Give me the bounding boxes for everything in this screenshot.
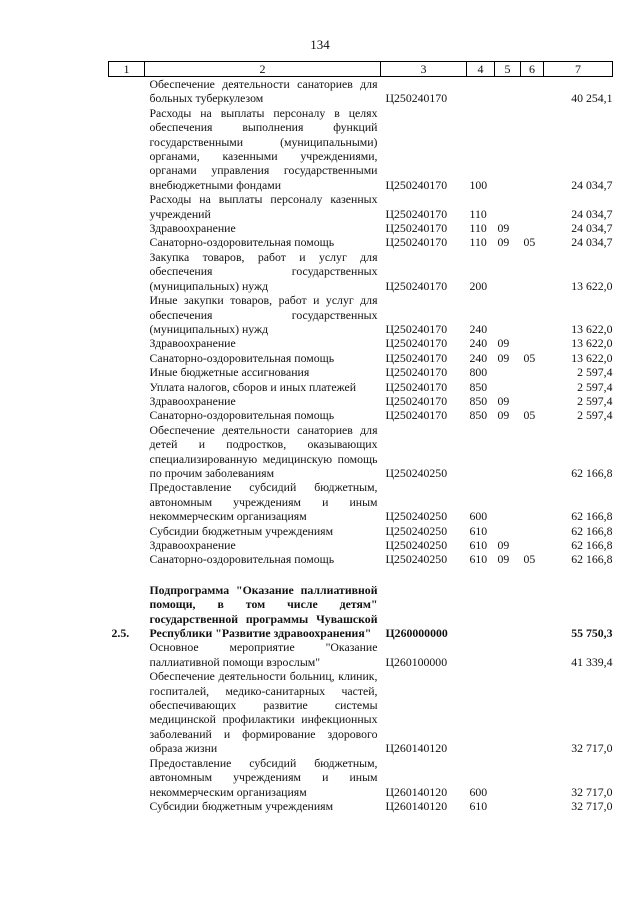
row-section: 09 xyxy=(497,408,510,423)
row-expense-type: 110 xyxy=(469,206,487,221)
row-expense-type: 610 xyxy=(469,538,488,552)
row-section: 09 xyxy=(497,336,510,351)
row-expense-type: 240 xyxy=(469,321,488,336)
row-section xyxy=(495,756,521,799)
row-number xyxy=(109,394,145,408)
table-row xyxy=(109,552,613,566)
table-body xyxy=(109,77,613,814)
row-subsection xyxy=(521,669,544,755)
row-expense-type: 600 xyxy=(469,509,488,524)
row-number xyxy=(109,380,145,394)
row-code: Ц250240170 xyxy=(385,235,448,250)
row-subsection: 05 xyxy=(523,350,536,365)
row-number xyxy=(109,250,145,293)
row-subsection xyxy=(521,380,544,394)
row-amount: 41 339,4 xyxy=(571,654,613,669)
row-amount: 24 034,7 xyxy=(571,235,613,250)
row-description: Обеспечение деятельности больниц, клиник, госпиталей, медико-санитарных частей, обеспечивающих развитие системы медицинской профилактики инфекционных заболеваний и формирование здорового образа жизни xyxy=(149,669,378,756)
column-header: 6 xyxy=(521,62,544,77)
row-subsection xyxy=(521,293,544,336)
row-number xyxy=(109,480,145,523)
row-section xyxy=(495,423,521,481)
row-code: Ц260140120 xyxy=(385,784,448,799)
row-code: Ц250240170 xyxy=(385,365,448,380)
table-row xyxy=(109,583,613,641)
row-description: Здравоохранение xyxy=(149,538,236,552)
row-subsection xyxy=(521,365,544,379)
row-description: Обеспечение деятельности санаториев для больных туберкулезом xyxy=(149,77,378,106)
row-description: Санаторно-оздоровительная помощь xyxy=(149,552,335,567)
row-subsection xyxy=(521,423,544,481)
row-amount: 62 166,8 xyxy=(571,465,613,480)
table-row xyxy=(109,640,613,669)
row-description: Иные закупки товаров, работ и услуг для обеспечения государственных (муниципальных) нужд xyxy=(149,293,378,336)
row-number xyxy=(109,538,145,552)
row-number xyxy=(109,293,145,336)
row-section: 09 xyxy=(497,221,510,236)
row-amount: 13 622,0 xyxy=(571,278,613,293)
row-amount: 2 597,4 xyxy=(577,365,613,380)
row-description: Здравоохранение xyxy=(149,336,236,351)
row-description: Уплата налогов, сборов и иных платежей xyxy=(149,379,357,394)
row-section xyxy=(495,380,521,394)
row-section xyxy=(495,524,521,538)
row-section xyxy=(495,365,521,379)
table-row xyxy=(109,77,613,106)
row-subsection xyxy=(521,640,544,669)
row-description: Обеспечение деятельности санаториев для детей и подростков, оказывающих специализированную медицинскую помощь по прочим заболеваниям xyxy=(149,422,378,480)
row-code: Ц250240170 xyxy=(385,321,448,336)
row-expense-type: 850 xyxy=(469,393,488,408)
row-subsection xyxy=(521,538,544,552)
table-row xyxy=(109,669,613,755)
row-description: Санаторно-оздоровительная помощь xyxy=(149,235,335,250)
row-expense-type: 240 xyxy=(469,350,488,365)
row-expense-type: 240 xyxy=(469,336,488,351)
row-code: Ц260000000 xyxy=(385,626,448,641)
row-expense-type: 610 xyxy=(469,523,488,538)
row-expense-type: 200 xyxy=(469,278,488,293)
row-number xyxy=(109,221,145,235)
row-amount: 55 750,3 xyxy=(571,626,613,641)
row-section: 09 xyxy=(497,552,510,567)
row-section: 09 xyxy=(497,393,510,408)
row-amount: 62 166,8 xyxy=(571,523,613,538)
row-amount: 32 717,0 xyxy=(571,741,613,756)
row-number xyxy=(109,192,145,221)
row-amount: 13 622,0 xyxy=(571,350,613,365)
row-section xyxy=(495,583,521,641)
row-code: Ц250240170 xyxy=(385,91,448,106)
table-row xyxy=(109,351,613,365)
row-expense-type: 110 xyxy=(469,221,487,236)
row-code: Ц250240250 xyxy=(385,523,448,538)
row-description: Субсидии бюджетным учреждениям xyxy=(149,523,334,538)
row-code: Ц250240170 xyxy=(385,278,448,293)
row-amount: 24 034,7 xyxy=(571,206,613,221)
row-section xyxy=(495,293,521,336)
row-number xyxy=(109,106,145,192)
table-row xyxy=(109,235,613,249)
table-row xyxy=(109,423,613,481)
row-code: Ц260140120 xyxy=(385,741,448,756)
row-subsection: 05 xyxy=(523,235,536,250)
table-row xyxy=(109,524,613,538)
row-code: Ц250240170 xyxy=(385,393,448,408)
row-number xyxy=(109,640,145,669)
row-description: Иные бюджетные ассигнования xyxy=(149,365,310,380)
row-section xyxy=(495,77,521,106)
row-description: Санаторно-оздоровительная помощь xyxy=(149,408,335,423)
row-code: Ц250240170 xyxy=(385,350,448,365)
column-header: 3 xyxy=(381,62,467,77)
table-row xyxy=(109,408,613,422)
row-amount: 62 166,8 xyxy=(571,552,613,567)
budget-table xyxy=(108,61,613,813)
row-amount: 32 717,0 xyxy=(571,784,613,799)
row-code: Ц250240170 xyxy=(385,408,448,423)
row-amount: 24 034,7 xyxy=(571,221,613,236)
row-expense-type: 800 xyxy=(469,365,488,380)
column-header: 2 xyxy=(145,62,381,77)
row-code: Ц250240170 xyxy=(385,177,448,192)
row-number xyxy=(109,336,145,350)
row-description: Субсидии бюджетным учреждениям xyxy=(149,798,334,813)
row-amount: 24 034,7 xyxy=(571,177,613,192)
row-section xyxy=(495,640,521,669)
row-subsection xyxy=(521,756,544,799)
table-row xyxy=(109,799,613,813)
row-subsection xyxy=(521,250,544,293)
row-amount: 2 597,4 xyxy=(577,408,613,423)
row-amount: 13 622,0 xyxy=(571,336,613,351)
row-section xyxy=(495,250,521,293)
row-amount: 62 166,8 xyxy=(571,509,613,524)
row-amount: 32 717,0 xyxy=(571,798,613,813)
row-number xyxy=(109,756,145,799)
table-row xyxy=(109,365,613,379)
table-spacer-row xyxy=(109,567,613,583)
row-code: Ц250240250 xyxy=(385,509,448,524)
row-amount: 40 254,1 xyxy=(571,91,613,106)
row-code: Ц260100000 xyxy=(385,654,448,669)
table-header-row xyxy=(109,62,613,77)
row-subsection xyxy=(521,221,544,235)
column-header: 7 xyxy=(544,62,613,77)
row-subsection: 05 xyxy=(523,552,536,567)
row-description: Закупка товаров, работ и услуг для обеспечения государственных (муниципальных) нужд xyxy=(149,249,378,293)
row-subsection xyxy=(521,192,544,221)
row-amount: 62 166,8 xyxy=(571,538,613,552)
row-subsection xyxy=(521,106,544,192)
table-row xyxy=(109,394,613,408)
row-number xyxy=(109,669,145,755)
row-number xyxy=(109,552,145,566)
row-code: Ц260140120 xyxy=(385,798,448,813)
row-expense-type: 850 xyxy=(469,408,488,423)
row-code: Ц250240250 xyxy=(385,552,448,567)
row-number xyxy=(109,423,145,481)
table-row xyxy=(109,538,613,552)
row-section: 09 xyxy=(497,235,510,250)
row-description: Предоставление субсидий бюджетным, автономным учреждениям и иным некоммерческим организациям xyxy=(149,480,378,524)
row-expense-type: 100 xyxy=(469,177,488,192)
row-number xyxy=(109,351,145,365)
row-number xyxy=(109,408,145,422)
table-row xyxy=(109,756,613,799)
row-section xyxy=(495,106,521,192)
column-header: 4 xyxy=(467,62,495,77)
table-row xyxy=(109,221,613,235)
row-section xyxy=(495,192,521,221)
row-section xyxy=(495,480,521,523)
row-code: Ц250240250 xyxy=(385,465,448,480)
row-description: Санаторно-оздоровительная помощь xyxy=(149,350,335,365)
table-row xyxy=(109,380,613,394)
row-number xyxy=(109,235,145,249)
table-row xyxy=(109,250,613,293)
row-subsection xyxy=(521,394,544,408)
row-number xyxy=(109,77,145,106)
row-subsection xyxy=(521,77,544,106)
row-subsection: 05 xyxy=(523,408,536,423)
row-expense-type: 110 xyxy=(469,235,487,250)
row-expense-type: 610 xyxy=(469,552,488,567)
table-row xyxy=(109,480,613,523)
row-code: Ц250240170 xyxy=(385,336,448,351)
row-subsection xyxy=(521,799,544,813)
row-code: Ц250240170 xyxy=(385,221,448,236)
row-number xyxy=(109,365,145,379)
row-section: 09 xyxy=(497,350,510,365)
row-code: Ц250240170 xyxy=(385,379,448,394)
row-number xyxy=(109,799,145,813)
row-subsection xyxy=(521,480,544,523)
row-description: Расходы на выплаты персоналу в целях обеспечения выполнения функций государственными (муниципальными) органами, казенными учреждениями, органами управления государственными внебюджетными фондами xyxy=(149,105,378,192)
row-amount: 2 597,4 xyxy=(577,379,613,394)
row-description: Основное мероприятие "Оказание паллиативной помощи взрослым" xyxy=(149,640,378,669)
row-number xyxy=(109,524,145,538)
row-expense-type: 850 xyxy=(469,379,488,394)
row-subsection xyxy=(521,524,544,538)
row-expense-type: 600 xyxy=(469,784,488,799)
row-expense-type xyxy=(467,640,495,669)
row-description: Расходы на выплаты персоналу казенных учреждений xyxy=(149,192,378,221)
row-expense-type xyxy=(467,423,495,481)
table-row xyxy=(109,336,613,350)
row-code: Ц250240170 xyxy=(385,206,448,221)
row-amount: 13 622,0 xyxy=(571,321,613,336)
row-subsection xyxy=(521,336,544,350)
column-header: 1 xyxy=(109,62,145,77)
spacer-cell xyxy=(109,567,613,583)
table-row xyxy=(109,192,613,221)
row-description: Здравоохранение xyxy=(149,221,236,236)
row-description: Предоставление субсидий бюджетным, автономным учреждениям и иным некоммерческим организациям xyxy=(149,755,378,799)
page-number: 134 xyxy=(310,37,330,52)
row-section xyxy=(495,799,521,813)
table-row xyxy=(109,106,613,192)
row-description: Подпрограмма "Оказание паллиативной помощи, в том числе детям" государственной программы Чувашской Республики "Развитие здравоохранения" xyxy=(149,582,378,641)
row-expense-type xyxy=(467,77,495,106)
row-section xyxy=(495,669,521,755)
row-number: 2.5. xyxy=(111,626,130,641)
row-code: Ц250240250 xyxy=(385,538,448,552)
row-section: 09 xyxy=(497,538,510,552)
column-header: 5 xyxy=(495,62,521,77)
table-row xyxy=(109,293,613,336)
row-description: Здравоохранение xyxy=(149,393,236,408)
row-subsection xyxy=(521,583,544,641)
row-expense-type xyxy=(467,583,495,641)
row-expense-type xyxy=(467,669,495,755)
row-amount: 2 597,4 xyxy=(577,393,613,408)
row-expense-type: 610 xyxy=(469,798,488,813)
